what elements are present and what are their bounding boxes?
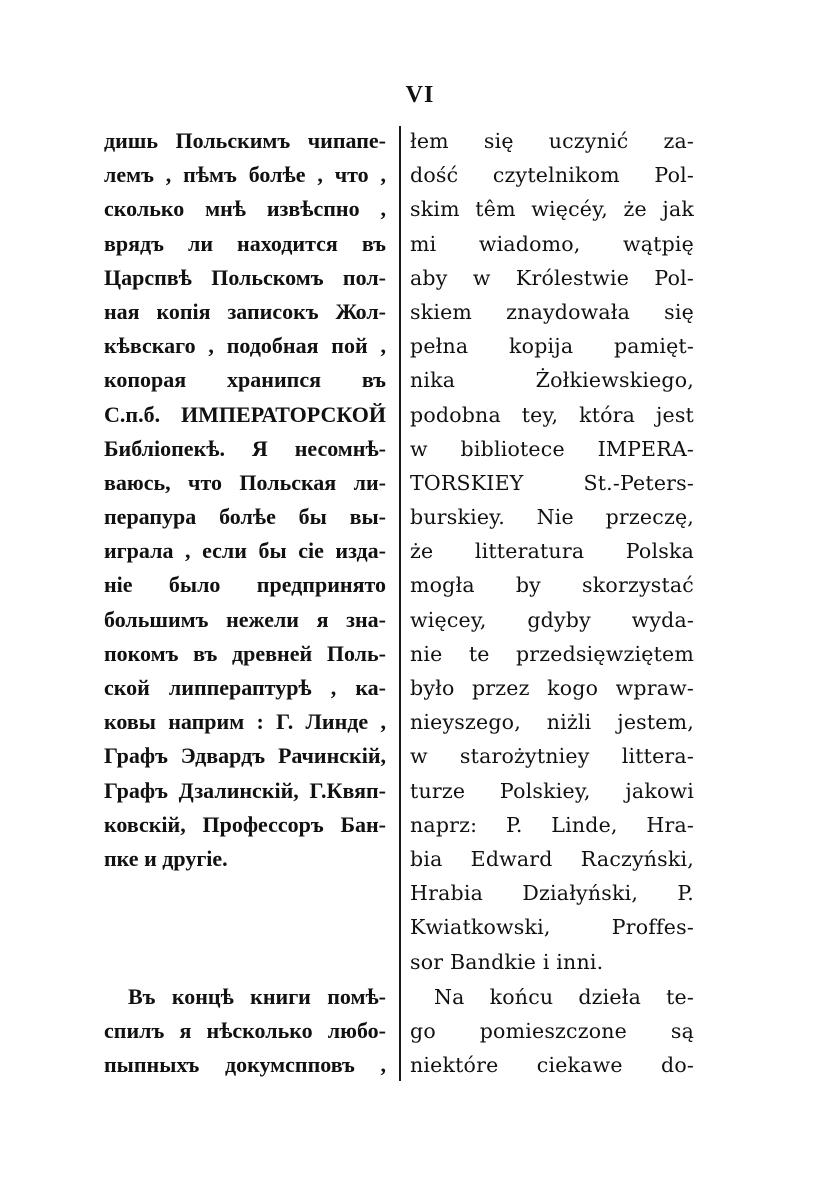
text-line: w bibliotece IMPERA- xyxy=(410,436,694,461)
text-line: dość czytelnikom Pol- xyxy=(410,163,694,188)
text-line: врядъ ли находится въ xyxy=(104,230,386,256)
text-line: podobna tey, która jest xyxy=(410,402,694,427)
text-line: копорая хранипся въ xyxy=(104,367,386,393)
text-line: burskiey. Nie przeczę, xyxy=(410,505,694,530)
text-line: go pomieszczone są xyxy=(410,1019,694,1044)
text-line: покомъ въ древней Поль- xyxy=(104,640,386,666)
text-line: большимъ нежели я зна- xyxy=(104,606,386,632)
text-line: Царспвѣ Польскомъ пол- xyxy=(104,264,386,290)
text-line: ніе было предпринято xyxy=(104,572,386,598)
text-line: спилъ я нѣсколько любо- xyxy=(104,1018,386,1044)
text-line: Na końcu dzieła te- xyxy=(434,985,694,1009)
text-line: więcey, gdyby wyda- xyxy=(410,607,694,632)
text-line: сколько мнѣ извѣспно , xyxy=(104,196,386,222)
text-line: С.п.б. ИМПЕРАТОРСКОЙ xyxy=(104,401,386,427)
text-line: кѣвскаго , подобная пой , xyxy=(104,333,386,359)
right-column-polish xyxy=(410,124,694,979)
text-line: skim têm więcéy, że jak xyxy=(410,197,694,222)
text-line: aby w Królestwie Pol- xyxy=(410,265,694,290)
text-line: pełna kopija pamięt- xyxy=(410,334,694,359)
text-line: skiem znaydowała się xyxy=(410,299,694,324)
text-line: пыпныхъ докумспповъ , xyxy=(104,1052,386,1078)
text-line: перапура болѣе бы вы- xyxy=(104,504,386,530)
text-line: było przez kogo wpraw- xyxy=(410,676,694,700)
text-line: mi wiadomo, wątpię xyxy=(410,231,694,256)
text-line: играла , если бы сіе изда- xyxy=(104,538,386,564)
text-line: ковы наприм : Г. Линде , xyxy=(104,709,386,735)
left-column-russian xyxy=(104,124,386,876)
text-line: лемъ , пѣмъ болѣе , что , xyxy=(104,162,386,188)
text-line: пке и другіе. xyxy=(104,845,228,871)
text-line: дишь Польскимъ чипапе- xyxy=(104,128,386,153)
text-line: nieyszego, niżli jestem, xyxy=(410,710,694,735)
left-column-russian-paragraph2 xyxy=(104,980,386,1083)
column-divider xyxy=(399,126,401,1081)
text-line: ковскій, Профессоръ Бан- xyxy=(104,811,386,837)
text-line: sor Bandkie i inni. xyxy=(410,949,604,974)
text-line: Графъ Дзалинскій, Г.Квяп- xyxy=(104,777,386,803)
text-line: ской липпераптурѣ , ка- xyxy=(104,675,386,700)
text-line: turze Polskiey, jakowi xyxy=(410,778,694,803)
text-line: Библіопекѣ. Я несомнѣ- xyxy=(104,435,386,461)
text-line: Въ концѣ книги помѣ- xyxy=(128,984,386,1009)
text-line: bia Edward Raczyński, xyxy=(410,846,694,871)
text-line: łem się uczynić za- xyxy=(410,129,694,153)
text-line: Hrabia Działyński, P. xyxy=(410,881,694,906)
text-line: że litteratura Polska xyxy=(410,539,694,564)
text-line: mogła by skorzystać xyxy=(410,573,694,598)
text-line: naprz: P. Linde, Hra- xyxy=(410,812,694,837)
text-line: w starożytniey littera- xyxy=(410,744,694,769)
text-line: TORSKIEY St.-Peters- xyxy=(410,470,694,495)
text-line: ваюсь, что Польская ли- xyxy=(104,469,386,495)
text-line: niektóre ciekawe do- xyxy=(410,1053,694,1078)
page-number: VI xyxy=(405,82,435,108)
right-column-polish-paragraph2 xyxy=(410,980,694,1083)
text-line: Kwiatkowski, Proffes- xyxy=(410,915,694,940)
text-line: nika Żołkiewskiego, xyxy=(410,368,694,393)
text-line: Графъ Эдвардъ Рачинскій, xyxy=(104,743,386,769)
text-line: nie te przedsięwziętem xyxy=(410,641,694,666)
text-line: ная копія записокъ Жол- xyxy=(104,298,386,324)
